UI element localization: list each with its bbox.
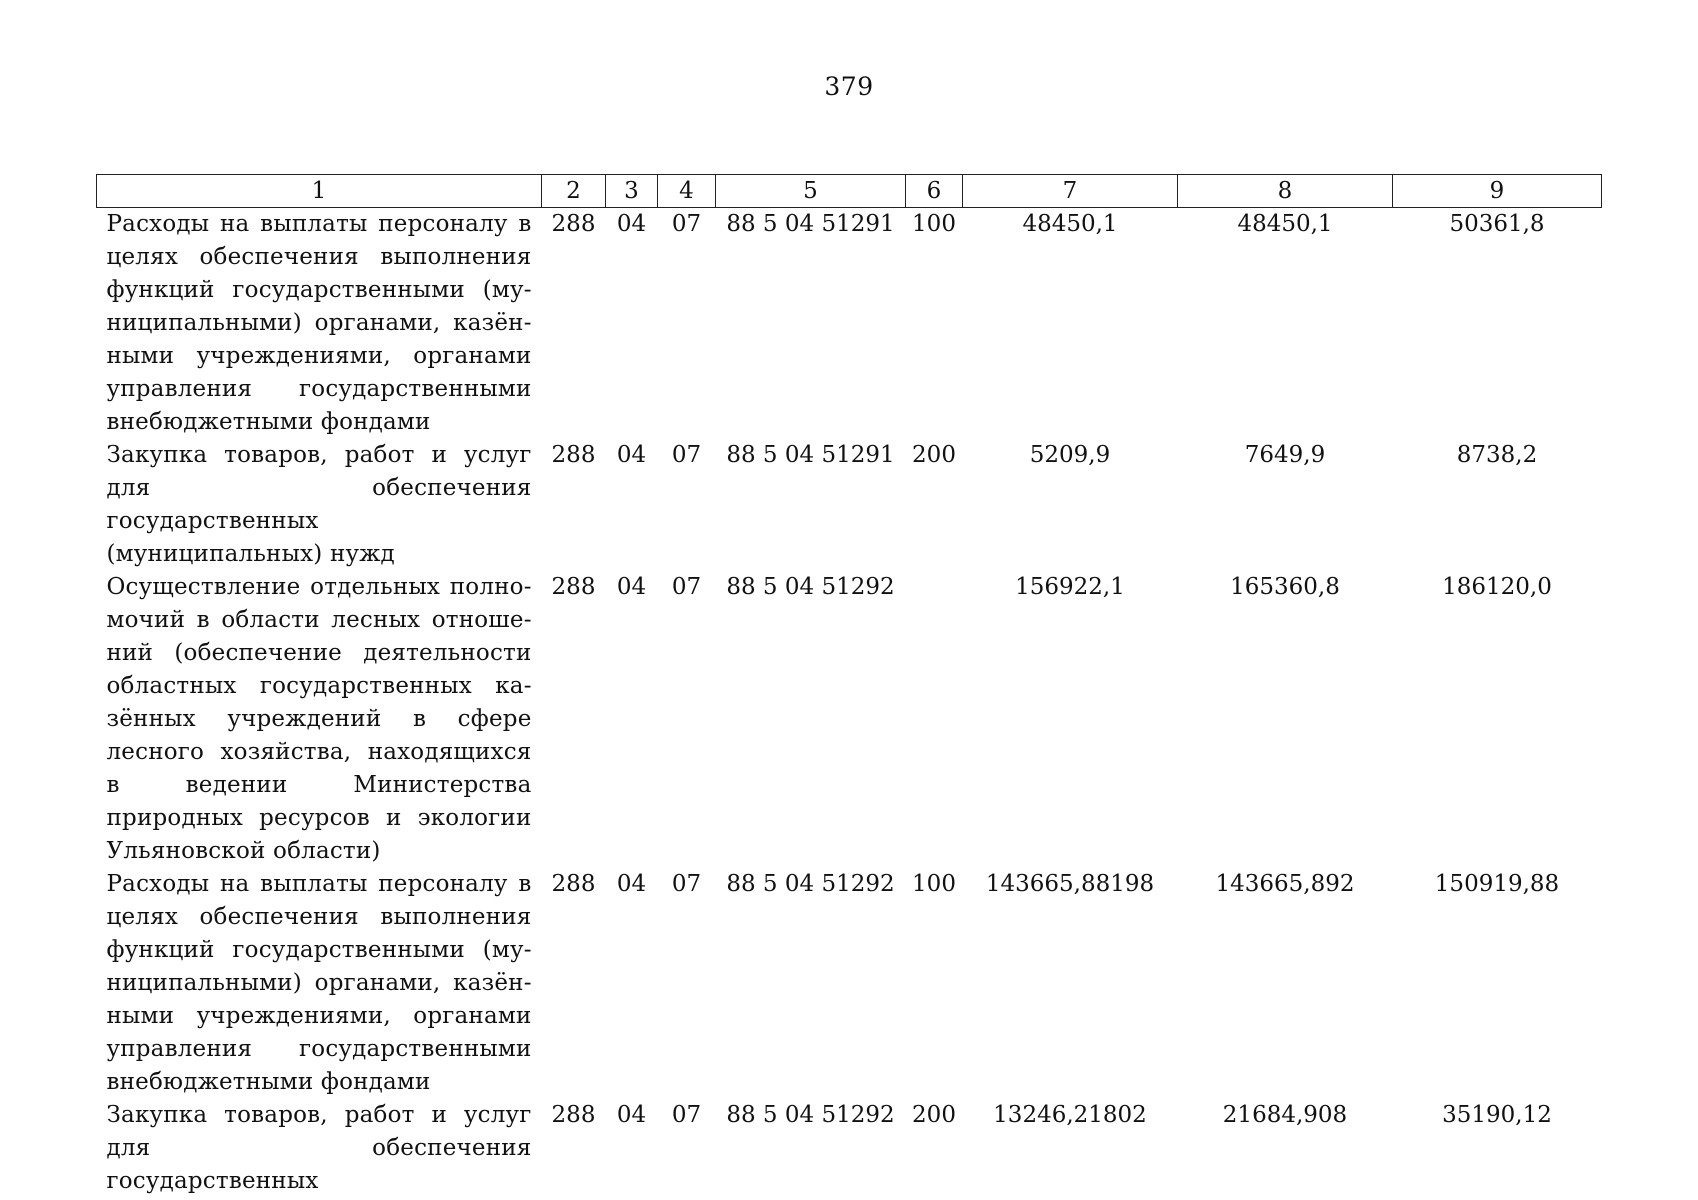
table-row [97,571,1602,868]
row-description: Закупка товаров, работ и услуг для обеспечения государственных [106,1102,532,1194]
column-header-6: 6 [906,175,963,208]
cell-amount-col8: 48450,1 [1237,211,1333,237]
budget-table [96,174,1602,1198]
cell-expense-type: 200 [912,1102,956,1128]
column-header-3: 3 [606,175,658,208]
cell-amount-col7: 156922,1 [1015,574,1125,600]
cell-section: 04 [616,211,647,237]
table-row [97,1099,1602,1198]
cell-subsection: 07 [671,211,702,237]
cell-amount-col8: 7649,9 [1244,442,1326,468]
cell-section: 04 [616,871,647,897]
cell-amount-col9: 186120,0 [1442,574,1552,600]
cell-amount-col9: 8738,2 [1456,442,1538,468]
cell-subsection: 07 [671,574,702,600]
cell-expense-type: 100 [912,211,956,237]
cell-amount-col9: 50361,8 [1449,211,1545,237]
cell-ministry-code: 288 [551,574,596,600]
cell-amount-col8: 143665,892 [1215,871,1355,897]
cell-section: 04 [616,442,647,468]
column-header-5: 5 [716,175,906,208]
cell-expense-type: 100 [912,871,956,897]
cell-amount-col7: 5209,9 [1029,442,1111,468]
cell-subsection: 07 [671,442,702,468]
column-header-7: 7 [963,175,1178,208]
cell-amount-col7: 48450,1 [1022,211,1118,237]
row-description: Расходы на выплаты персоналу в целях обеспечения выполнения функций государственными (муниципальными) органами, казёнными учреждениями, органами управления государственными внебюджетными фондами [106,871,532,1095]
column-header-8: 8 [1178,175,1393,208]
cell-expense-type: 200 [912,442,956,468]
cell-section: 04 [616,574,647,600]
table-row [97,208,1602,440]
cell-section: 04 [616,1102,647,1128]
cell-expense-type [906,571,963,868]
cell-ministry-code: 288 [551,1102,596,1128]
cell-amount-col7: 143665,88198 [985,871,1155,897]
row-description: Расходы на выплаты персоналу в целях обеспечения выполнения функций государственными (муниципальными) органами, казёнными учреждениями, органами управления государственными внебюджетными фондами [106,211,532,435]
cell-amount-col9: 35190,12 [1442,1102,1552,1128]
cell-target-article: 88 5 04 51292 [726,574,895,600]
cell-ministry-code: 288 [551,211,596,237]
cell-target-article: 88 5 04 51291 [726,442,895,468]
table-row [97,868,1602,1099]
cell-amount-col7: 13246,21802 [993,1102,1147,1128]
cell-amount-col8: 21684,908 [1222,1102,1348,1128]
column-header-2: 2 [542,175,606,208]
column-header-9: 9 [1393,175,1602,208]
table-row [97,439,1602,571]
row-description: Осуществление отдельных полномочий в области лесных отношений (обеспечение деятельности областных государственных казённых учреждений в сфере лесного хозяйства, находящихся в ведении Министерства природных ресурсов и экологии Ульяновской области) [106,574,532,864]
cell-subsection: 07 [671,1102,702,1128]
header-row [97,175,1602,208]
cell-target-article: 88 5 04 51292 [726,1102,895,1128]
cell-ministry-code: 288 [551,871,596,897]
cell-amount-col8: 165360,8 [1230,574,1340,600]
cell-ministry-code: 288 [551,442,596,468]
cell-subsection: 07 [671,871,702,897]
column-header-4: 4 [658,175,716,208]
row-description: Закупка товаров, работ и услуг для обеспечения государственных (муниципальных) нужд [106,442,532,567]
page-number: 379 [824,72,874,101]
cell-target-article: 88 5 04 51292 [726,871,895,897]
cell-amount-col9: 150919,88 [1434,871,1560,897]
column-header-1: 1 [97,175,542,208]
cell-target-article: 88 5 04 51291 [726,211,895,237]
